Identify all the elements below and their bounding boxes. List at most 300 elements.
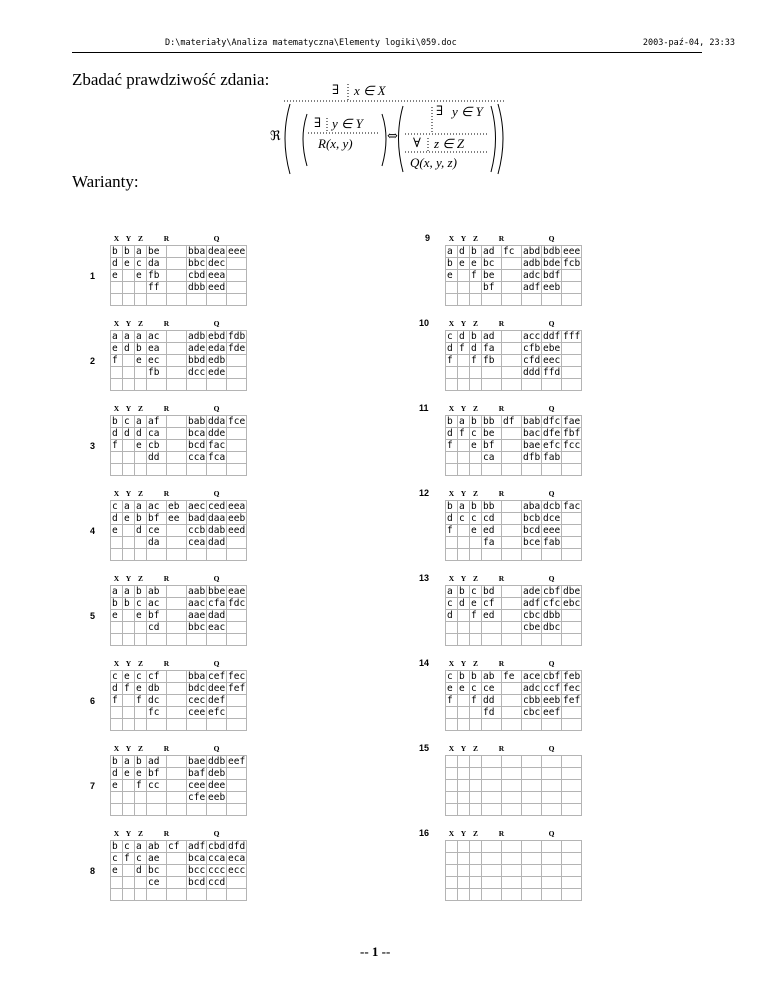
- column-header-r: R: [147, 658, 187, 671]
- cell-r: fb: [482, 355, 502, 367]
- cell-q: bcb: [523, 513, 541, 524]
- cell-r: [502, 634, 522, 646]
- cell-r: [482, 464, 502, 476]
- cell-x: e: [111, 343, 123, 355]
- cell-r: cf: [167, 841, 187, 853]
- cell-y: [123, 865, 135, 877]
- cell-x: [446, 537, 458, 549]
- cell-y: b: [123, 246, 135, 258]
- cell-q: [542, 780, 562, 792]
- cell-x: b: [111, 246, 123, 258]
- cell-r: [482, 294, 502, 306]
- cell-x: f: [446, 695, 458, 707]
- cell-r: bb: [482, 416, 502, 428]
- cell-x: [446, 282, 458, 294]
- cell-r: [167, 634, 187, 646]
- cell-y: [123, 294, 135, 306]
- cell-q: bab: [188, 416, 206, 427]
- logic-formula: [270, 82, 510, 177]
- variant-table: [445, 233, 622, 306]
- cell-q: fef: [563, 695, 581, 706]
- cell-x: [111, 379, 123, 391]
- cell-r: [482, 768, 502, 780]
- cell-q: [562, 537, 582, 549]
- cell-x: e: [111, 270, 123, 282]
- cell-q: [522, 877, 542, 889]
- table-row: [446, 804, 622, 816]
- cell-r: [167, 768, 187, 780]
- cell-x: f: [111, 355, 123, 367]
- column-header-z: Z: [470, 488, 482, 501]
- cell-q: cee: [188, 780, 206, 791]
- cell-r: [502, 355, 522, 367]
- cell-y: [123, 452, 135, 464]
- cell-x: d: [446, 513, 458, 525]
- cell-r: [147, 549, 167, 561]
- cell-r: ed: [482, 610, 502, 622]
- cell-y: f: [123, 853, 135, 865]
- cell-x: [446, 792, 458, 804]
- cell-y: [458, 695, 470, 707]
- cell-q: dea: [208, 246, 226, 257]
- cell-y: e: [123, 671, 135, 683]
- column-header-y: Y: [458, 658, 470, 671]
- column-header-r: R: [147, 743, 187, 756]
- table-row: [111, 586, 287, 598]
- variant-16: [419, 828, 622, 901]
- cell-q: fce: [228, 416, 246, 427]
- cell-y: [458, 768, 470, 780]
- cell-z: e: [135, 610, 147, 622]
- cell-q: deb: [208, 768, 226, 779]
- cell-q: [562, 841, 582, 853]
- cell-y: [458, 865, 470, 877]
- cell-y: [123, 537, 135, 549]
- cell-q: [562, 513, 582, 525]
- table-header: [446, 318, 622, 331]
- task-title: Zbadać prawdziwość zdania:: [72, 70, 270, 89]
- cell-r: [482, 780, 502, 792]
- table-row: [446, 719, 622, 731]
- file-date: 2003-paź-04, 23:33: [642, 38, 735, 48]
- cell-x: [446, 719, 458, 731]
- cell-r: [147, 634, 167, 646]
- cell-q: eed: [228, 525, 246, 536]
- cell-y: [123, 282, 135, 294]
- cell-r: fb: [147, 367, 167, 379]
- cell-z: b: [470, 331, 482, 343]
- cell-q: [187, 294, 207, 306]
- cell-q: [227, 282, 247, 294]
- cell-q: dbc: [543, 622, 561, 633]
- cell-q: ebd: [208, 331, 226, 342]
- cell-x: [111, 367, 123, 379]
- cell-x: f: [446, 440, 458, 452]
- cell-r: dd: [147, 452, 167, 464]
- cell-q: bcd: [523, 525, 541, 536]
- cell-z: b: [470, 671, 482, 683]
- cell-q: [187, 719, 207, 731]
- cell-r: [167, 671, 187, 683]
- cell-r: ad: [147, 756, 167, 768]
- cell-z: f: [470, 270, 482, 282]
- cell-r: [502, 367, 522, 379]
- cell-y: [458, 634, 470, 646]
- cell-y: [458, 452, 470, 464]
- cell-r: ac: [147, 501, 167, 513]
- cell-z: [470, 707, 482, 719]
- column-header-r: R: [482, 318, 522, 331]
- cell-z: c: [135, 853, 147, 865]
- cell-q: dcc: [188, 367, 206, 378]
- cell-x: c: [111, 501, 123, 513]
- cell-q: dce: [543, 513, 561, 524]
- cell-r: bf: [147, 768, 167, 780]
- cell-q: dad: [208, 610, 226, 621]
- table-row: [446, 889, 622, 901]
- cell-z: [470, 549, 482, 561]
- cell-q: [227, 877, 247, 889]
- cell-r: fa: [482, 537, 502, 549]
- cell-q: [562, 282, 582, 294]
- table-row: [111, 246, 287, 258]
- cell-q: dcb: [543, 501, 561, 512]
- cell-q: fdc: [228, 598, 246, 609]
- cell-q: aba: [523, 501, 541, 512]
- table-header: [446, 573, 622, 586]
- cell-r: da: [147, 258, 167, 270]
- cell-q: [562, 294, 582, 306]
- cell-z: e: [470, 525, 482, 537]
- table-header: [446, 828, 622, 841]
- cell-q: [522, 634, 542, 646]
- column-header-r: R: [147, 403, 187, 416]
- cell-y: [458, 841, 470, 853]
- cell-q: efc: [543, 440, 561, 451]
- cell-q: [542, 719, 562, 731]
- table-row: [446, 270, 622, 282]
- cell-z: c: [470, 428, 482, 440]
- table-row: [446, 549, 622, 561]
- cell-q: ecc: [228, 865, 246, 876]
- cell-q: [542, 379, 562, 391]
- cell-z: [135, 367, 147, 379]
- cell-r: ab: [147, 586, 167, 598]
- cell-r: bd: [482, 586, 502, 598]
- cell-r: [167, 695, 187, 707]
- variant-2: [90, 318, 287, 391]
- cell-x: [446, 707, 458, 719]
- cell-q: fab: [543, 452, 561, 463]
- column-header-z: Z: [470, 318, 482, 331]
- cell-y: [458, 756, 470, 768]
- cell-q: bdf: [543, 270, 561, 281]
- cell-q: [522, 768, 542, 780]
- cell-x: [446, 756, 458, 768]
- cell-r: [502, 707, 522, 719]
- cell-r: [482, 792, 502, 804]
- variant-number: 7: [90, 781, 96, 791]
- cell-q: cbe: [523, 622, 541, 633]
- cell-y: f: [458, 343, 470, 355]
- table-row: [111, 452, 287, 464]
- cell-q: [542, 877, 562, 889]
- cell-y: [458, 889, 470, 901]
- cell-q: [542, 756, 562, 768]
- cell-r: [502, 719, 522, 731]
- column-header-x: X: [111, 658, 123, 671]
- cell-q: fca: [208, 452, 226, 463]
- cell-z: [470, 464, 482, 476]
- cell-x: [111, 634, 123, 646]
- cell-q: fef: [228, 683, 246, 694]
- cell-x: f: [446, 355, 458, 367]
- right-quantifier-2: ∀: [413, 136, 421, 151]
- cell-x: [446, 549, 458, 561]
- cell-q: [562, 719, 582, 731]
- cell-x: d: [111, 513, 123, 525]
- cell-y: [458, 294, 470, 306]
- cell-r: [482, 379, 502, 391]
- cell-q: [562, 634, 582, 646]
- cell-q: [227, 379, 247, 391]
- cell-z: e: [470, 598, 482, 610]
- cell-x: [111, 622, 123, 634]
- table-row: [446, 355, 622, 367]
- cell-r: dd: [482, 695, 502, 707]
- cell-r: [502, 877, 522, 889]
- cell-q: eeb: [543, 282, 561, 293]
- variant-9: [425, 233, 622, 306]
- cell-q: dee: [208, 780, 226, 791]
- cell-q: [187, 379, 207, 391]
- cell-q: aac: [188, 598, 206, 609]
- cell-z: [470, 537, 482, 549]
- variant-number: 9: [425, 233, 431, 243]
- cell-x: d: [111, 683, 123, 695]
- table-row: [446, 610, 622, 622]
- cell-y: [123, 270, 135, 282]
- cell-x: [111, 464, 123, 476]
- cell-y: [123, 525, 135, 537]
- cell-x: a: [446, 246, 458, 258]
- cell-q: fae: [563, 416, 581, 427]
- cell-z: [135, 792, 147, 804]
- column-header-y: Y: [123, 488, 135, 501]
- cell-r: ee: [167, 513, 187, 525]
- cell-q: dfc: [543, 416, 561, 427]
- cell-x: e: [111, 525, 123, 537]
- cell-z: b: [135, 756, 147, 768]
- column-header-r: R: [147, 573, 187, 586]
- cell-z: f: [470, 695, 482, 707]
- variant-number: 2: [90, 356, 96, 366]
- variant-number: 3: [90, 441, 96, 451]
- cell-x: [446, 865, 458, 877]
- cell-z: [135, 634, 147, 646]
- cell-q: eeb: [543, 695, 561, 706]
- cell-q: [522, 294, 542, 306]
- table-row: [446, 537, 622, 549]
- column-header-x: X: [111, 488, 123, 501]
- file-path: D:\materiały\Analiza matematyczna\Elementy logiki\059.doc: [165, 38, 457, 48]
- cell-r: ca: [147, 428, 167, 440]
- table-row: [446, 841, 622, 853]
- column-header-y: Y: [458, 488, 470, 501]
- cell-q: [542, 464, 562, 476]
- variant-number: 5: [90, 611, 96, 621]
- column-header-z: Z: [470, 743, 482, 756]
- cell-x: [446, 294, 458, 306]
- cell-q: [187, 464, 207, 476]
- cell-x: b: [446, 501, 458, 513]
- cell-y: f: [458, 428, 470, 440]
- cell-q: bde: [543, 258, 561, 269]
- cell-r: [502, 440, 522, 452]
- cell-q: cfe: [188, 792, 206, 803]
- cell-x: [446, 634, 458, 646]
- column-header-y: Y: [458, 318, 470, 331]
- table-row: [111, 671, 287, 683]
- cell-y: [458, 549, 470, 561]
- cell-q: adb: [188, 331, 206, 342]
- cell-x: f: [111, 695, 123, 707]
- cell-r: [167, 877, 187, 889]
- column-header-q: Q: [187, 318, 247, 331]
- table-row: [446, 379, 622, 391]
- cell-x: b: [111, 598, 123, 610]
- cell-q: [227, 622, 247, 634]
- variant-5: [90, 573, 287, 646]
- cell-y: [458, 719, 470, 731]
- table-row: [446, 792, 622, 804]
- cell-y: [458, 780, 470, 792]
- cell-r: [167, 780, 187, 792]
- column-header-x: X: [446, 828, 458, 841]
- cell-q: fff: [563, 331, 581, 342]
- column-header-x: X: [111, 403, 123, 416]
- cell-y: [123, 780, 135, 792]
- outer-quantifier: ∃: [332, 83, 340, 98]
- cell-y: [123, 695, 135, 707]
- cell-z: c: [470, 513, 482, 525]
- cell-z: [470, 622, 482, 634]
- cell-q: ccc: [208, 865, 226, 876]
- cell-z: c: [470, 586, 482, 598]
- cell-r: be: [482, 428, 502, 440]
- column-header-r: R: [482, 488, 522, 501]
- table-header: [446, 488, 622, 501]
- cell-q: [227, 634, 247, 646]
- cell-q: [522, 780, 542, 792]
- cell-z: f: [470, 610, 482, 622]
- cell-r: [147, 804, 167, 816]
- cell-r: [167, 294, 187, 306]
- table-row: [111, 549, 287, 561]
- table-row: [111, 355, 287, 367]
- table-row: [111, 294, 287, 306]
- cell-x: e: [111, 610, 123, 622]
- table-row: [446, 586, 622, 598]
- cell-z: d: [135, 525, 147, 537]
- column-header-r: R: [482, 743, 522, 756]
- cell-q: fec: [563, 683, 581, 694]
- cell-q: fde: [228, 343, 246, 354]
- table-row: [446, 683, 622, 695]
- cell-q: adb: [523, 258, 541, 269]
- cell-z: [470, 294, 482, 306]
- cell-x: [111, 707, 123, 719]
- cell-z: b: [135, 513, 147, 525]
- cell-q: cec: [188, 695, 206, 706]
- cell-x: [446, 877, 458, 889]
- table-row: [111, 537, 287, 549]
- variant-12: [419, 488, 622, 561]
- cell-q: eae: [228, 586, 246, 597]
- column-header-q: Q: [187, 573, 247, 586]
- cell-q: [522, 853, 542, 865]
- cell-r: [167, 416, 187, 428]
- cell-y: [123, 719, 135, 731]
- column-header-z: Z: [135, 318, 147, 331]
- cell-z: f: [135, 695, 147, 707]
- cell-q: bbe: [208, 586, 226, 597]
- cell-q: cca: [208, 853, 226, 864]
- table-row: [111, 440, 287, 452]
- cell-q: cfc: [543, 598, 561, 609]
- cell-q: cbb: [523, 695, 541, 706]
- cell-y: [123, 549, 135, 561]
- cell-y: [458, 270, 470, 282]
- cell-q: eed: [208, 282, 226, 293]
- cell-q: [227, 804, 247, 816]
- variant-8: [90, 828, 287, 901]
- cell-r: [482, 889, 502, 901]
- cell-r: [502, 270, 522, 282]
- cell-y: [458, 464, 470, 476]
- variant-number: 11: [419, 403, 429, 413]
- cell-q: [522, 464, 542, 476]
- cell-q: [227, 270, 247, 282]
- cell-q: [207, 889, 227, 901]
- cell-q: [562, 792, 582, 804]
- variant-table: [110, 573, 287, 646]
- cell-x: b: [111, 416, 123, 428]
- cell-z: [135, 549, 147, 561]
- column-header-x: X: [446, 233, 458, 246]
- cell-x: [446, 367, 458, 379]
- cell-q: dad: [208, 537, 226, 548]
- cell-q: [522, 379, 542, 391]
- variant-4: [90, 488, 287, 561]
- header-rule: [72, 52, 702, 53]
- table-row: [111, 865, 287, 877]
- cell-q: [562, 270, 582, 282]
- cell-q: [562, 525, 582, 537]
- cell-x: d: [446, 610, 458, 622]
- cell-r: bc: [147, 865, 167, 877]
- cell-q: [562, 343, 582, 355]
- column-header-r: R: [147, 233, 187, 246]
- column-header-r: R: [482, 658, 522, 671]
- cell-r: [502, 756, 522, 768]
- table-header: [111, 573, 287, 586]
- variant-6: [90, 658, 287, 731]
- cell-q: [562, 853, 582, 865]
- cell-z: e: [135, 270, 147, 282]
- cell-q: [227, 889, 247, 901]
- cell-z: [135, 877, 147, 889]
